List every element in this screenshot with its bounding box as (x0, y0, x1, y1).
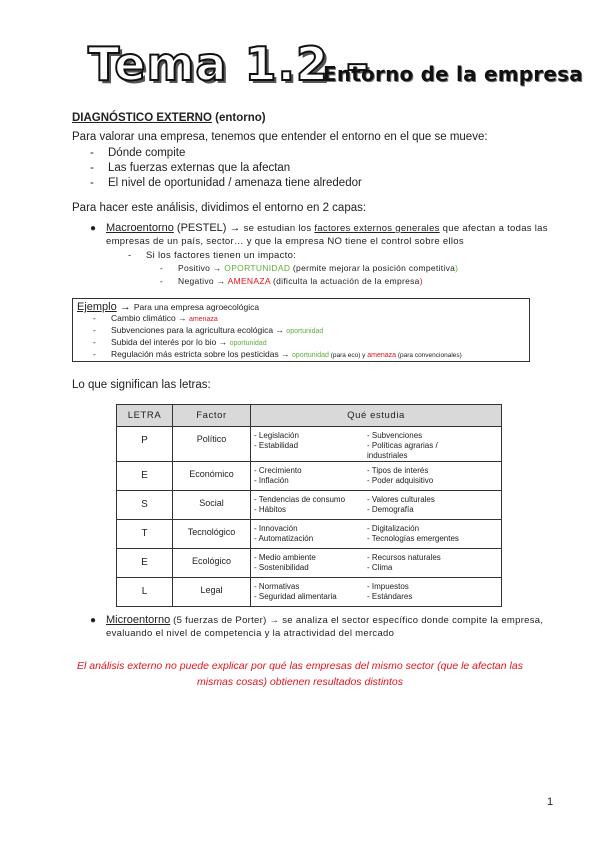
table-row: S Social - Tendencias de consumo - Hábitos - Valores culturales - Demografía (117, 491, 502, 520)
note-text: El análisis externo no puede explicar por qué las empresas del mismo sector (que le afectan las mismas cosas) obtienen resultados distintos (77, 660, 523, 688)
table-row: E Económico - Crecimiento - Inflación - Tipos de interés - Poder adquisitivo (117, 462, 502, 491)
letters-text: Lo que significan las letras: (72, 379, 211, 391)
table-row: E Ecológico - Medio ambiente - Sostenibilidad - Recursos naturales - Clima (117, 549, 502, 578)
list-item: - El nivel de oportunidad / amenaza tiene alrededor (90, 177, 362, 189)
macro-positive: - Positivo → OPORTUNIDAD (permite mejorar la posición competitiva) (160, 263, 459, 273)
intro-list (90, 146, 362, 191)
analysis-text: Para hacer este análisis, dividimos el entorno en 2 capas: (72, 202, 367, 214)
page-title: Tema 1.2 – (88, 37, 370, 91)
page-subtitle: Entorno de la empresa (323, 62, 583, 86)
table-header: Qué estudia (251, 405, 502, 427)
bullet-icon: ● (90, 615, 97, 626)
section-heading-rest: (entorno) (211, 112, 266, 124)
pestel-table (116, 404, 502, 607)
list-item: - Las fuerzas externas que la afectan (90, 162, 291, 174)
list-item: - Subvenciones para la agricultura ecológica → oportunidad (93, 325, 324, 335)
macro-term: Macroentorno (106, 222, 174, 234)
example-box (72, 298, 530, 362)
table-row: T Tecnológico - Innovación - Automatización - Digitalización - Tecnologías emergentes (117, 520, 502, 549)
example-title: Ejemplo → Para una empresa agroecológica (77, 301, 260, 313)
table-header-row (117, 405, 502, 427)
list-item: - Regulación más estricta sobre los pesticidas → oportunidad (para eco) y amenaza (para convencionales) (93, 349, 462, 359)
micro-term: Microentorno (106, 614, 171, 626)
section-heading-underlined: DIAGNÓSTICO EXTERNO (72, 112, 212, 124)
intro-text: Para valorar una empresa, tenemos que entender el entorno en el que se mueve: (72, 131, 488, 143)
table-header: LETRA (117, 405, 173, 427)
table-header: Factor (173, 405, 251, 427)
list-item: - Cambio climático → amenaza (93, 313, 218, 323)
list-item: - Subida del interés por lo bio → oportunidad (93, 337, 267, 347)
table-row: L Legal - Normativas - Seguridad alimentaria - Impuestos - Estándares (117, 578, 502, 607)
list-item: - Dónde compite (90, 147, 186, 159)
macro-negative: - Negativo → AMENAZA (dificulta la actuación de la empresa) (160, 276, 423, 286)
macro-block: ● Macroentorno (PESTEL) → se estudian los factores externos generales que afectan a todas las empresas de un país, sector… y que la empresa NO tiene el control sobre ellos - Si los factores tienen un impacto: - Positivo → OPORTUNIDAD (permite mejorar la posición competitiva) - Negativo → AMENAZA (dificulta la actuación de la empresa) (90, 222, 560, 287)
micro-block: ● Microentorno (5 fuerzas de Porter) → se analiza el sector específico donde compite la empresa, evaluando el nivel de competencia y la atractividad del mercado (90, 614, 544, 639)
table-row: P Político - Legislación - Estabilidad - Subvenciones - Políticas agrarias / industriales (117, 427, 502, 462)
bullet-icon: ● (90, 223, 97, 234)
page-number: 1 (547, 796, 554, 808)
section-heading (72, 112, 266, 124)
macro-sub: - Si los factores tienen un impacto: (128, 250, 297, 261)
